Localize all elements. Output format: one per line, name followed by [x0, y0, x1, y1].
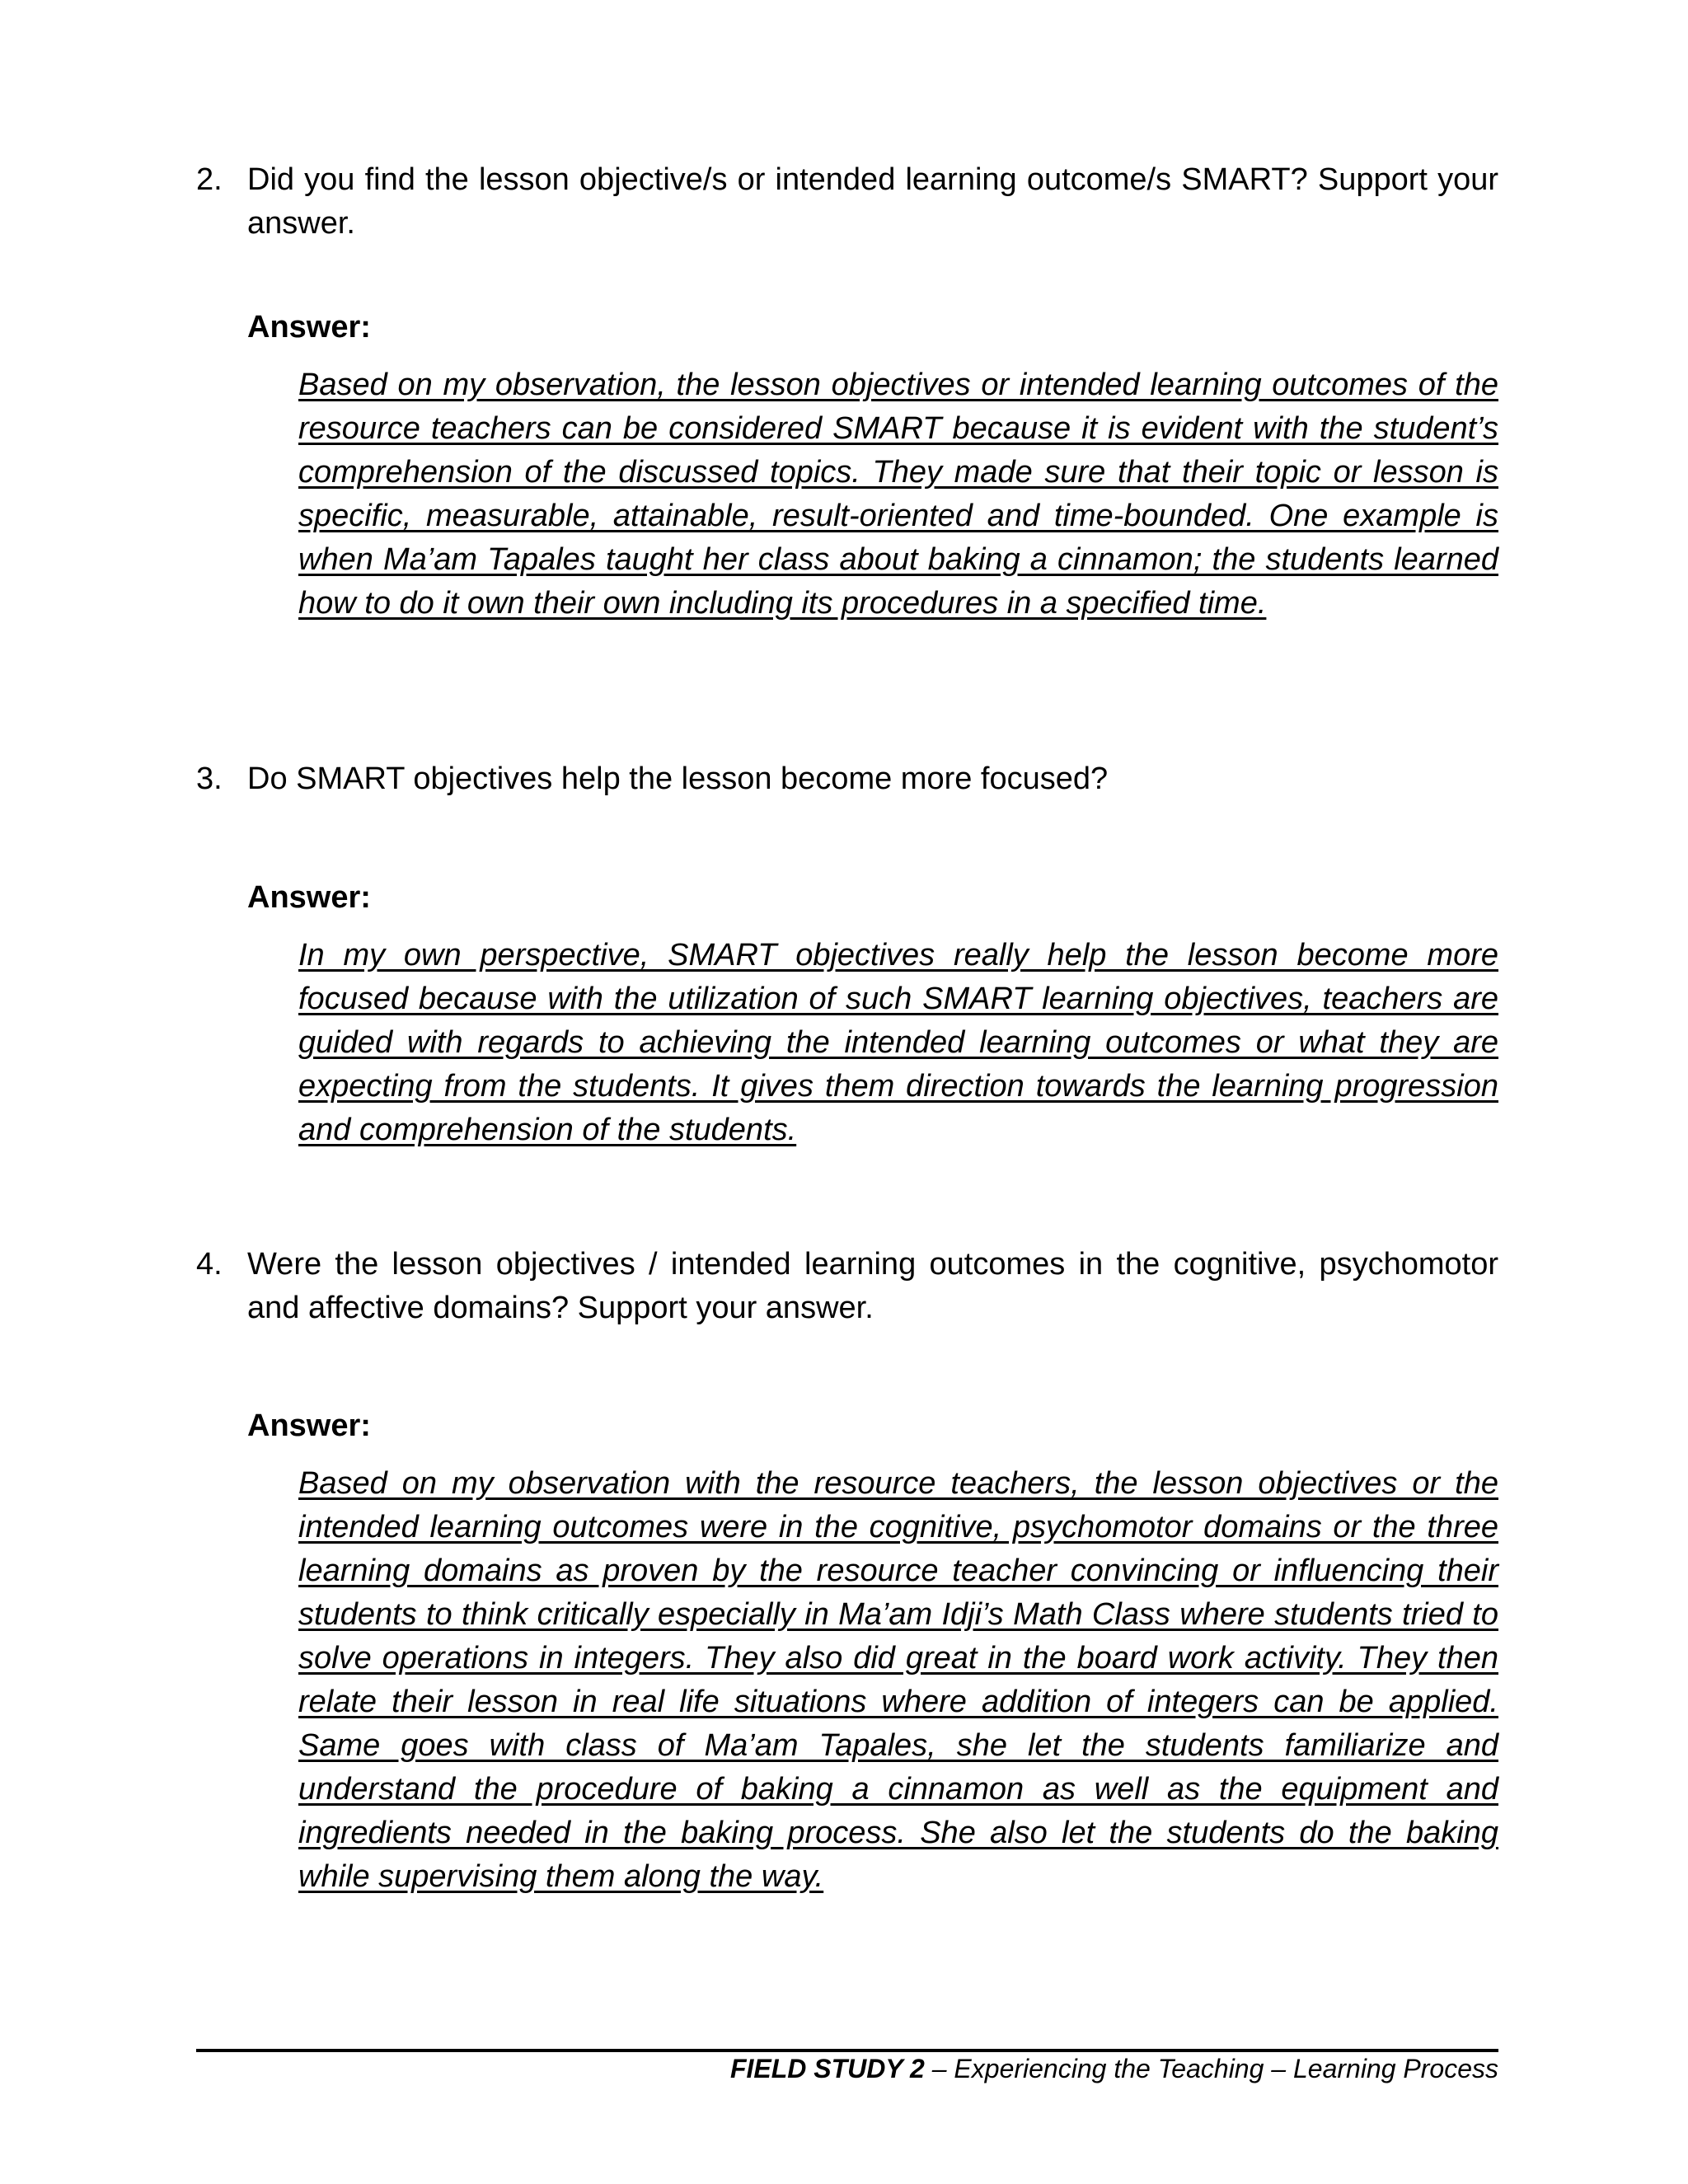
- answer-text: Based on my observation with the resource teachers, the lesson objectives or the intended learning outcomes were in the cognitive, psychomotor domains or the three learning domains as proven by the resource teacher convincing or influencing their students to think critically especially in Ma’am Idji’s Math Class where students tried to solve operations in integers. They also did great in the board work activity. They then relate their lesson in real life situations where addition of integers can be applied. Same goes with class of Ma’am Tapales, she let the students familiarize and understand the procedure of baking a cinnamon as well as the equipment and ingredients needed in the baking process. She also let the students do the baking while supervising them along the way.: [298, 1466, 1498, 1894]
- answer-text: Based on my observation, the lesson objectives or intended learning outcomes of the resource teachers can be considered SMART because it is evident with the student’s comprehension of the discussed topics. They made sure that their topic or lesson is specific, measurable, attainable, result-oriented and time-bounded. One example is when Ma’am Tapales taught her class about baking a cinnamon; the students learned how to do it own their own including its procedures in a specified time.: [298, 368, 1498, 621]
- question-number: 3.: [196, 762, 223, 796]
- footer-title: FIELD STUDY 2: [729, 2054, 925, 2083]
- footer: [730, 2050, 1498, 2087]
- question-number: 2.: [196, 162, 223, 197]
- question-number: 4.: [196, 1247, 223, 1282]
- answer-label: Answer:: [247, 1408, 371, 1443]
- answer-text: In my own perspective, SMART objectives really help the lesson become more focused because with the utilization of such SMART learning objectives, teachers are guided with regards to achieving the intended learning outcomes or what they are expecting from the students. It gives them direction towards the learning progression and comprehension of the students.: [298, 938, 1498, 1147]
- question-text: Were the lesson objectives / intended learning outcomes in the cognitive, psychomotor and affective domains? Support your answer.: [247, 1247, 1498, 1325]
- question-text: Do SMART objectives help the lesson become more focused?: [247, 762, 1109, 796]
- question-4: [196, 1243, 1498, 1330]
- footer-subtitle: – Experiencing the Teaching – Learning Process: [924, 2054, 1498, 2083]
- answer-label: Answer:: [247, 880, 371, 915]
- question-2: [196, 158, 1498, 246]
- question-3: [196, 757, 1498, 801]
- answer-label: Answer:: [247, 310, 371, 344]
- question-text: Did you find the lesson objective/s or intended learning outcome/s SMART? Support your answer.: [247, 162, 1498, 241]
